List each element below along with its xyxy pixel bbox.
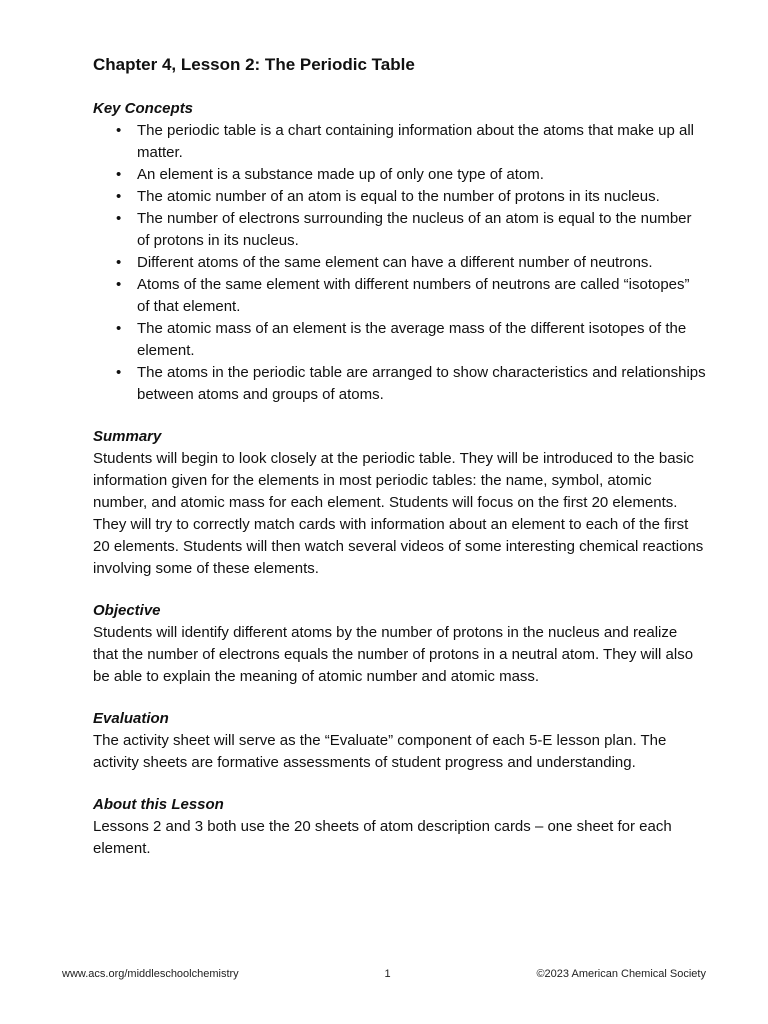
footer-url: www.acs.org/middleschoolchemistry	[62, 968, 239, 980]
list-item: • Atoms of the same element with different numbers of neutrons are called “isotopes” of that element.	[137, 274, 706, 318]
objective-section	[93, 600, 706, 688]
page-number: 1	[384, 968, 391, 980]
summary-heading: Summary	[93, 428, 162, 445]
summary-section	[93, 426, 706, 580]
key-concepts-heading: Key Concepts	[93, 100, 194, 117]
page-footer	[62, 968, 706, 980]
list-item: • Different atoms of the same element can have a different number of neutrons.	[137, 252, 706, 274]
page-title: Chapter 4, Lesson 2: The Periodic Table	[93, 55, 415, 74]
about-text: Lessons 2 and 3 both use the 20 sheets of atom description cards – one sheet for each element.	[93, 818, 672, 857]
list-item: • The atomic number of an atom is equal to the number of protons in its nucleus.	[137, 186, 706, 208]
about-section	[93, 794, 706, 860]
about-heading: About this Lesson	[93, 796, 224, 813]
footer-copyright: ©2023 American Chemical Society	[536, 968, 706, 980]
list-item: • The atomic mass of an element is the average mass of the different isotopes of the element.	[137, 318, 706, 362]
evaluation-heading: Evaluation	[93, 710, 169, 727]
objective-heading: Objective	[93, 602, 161, 619]
list-item: • The periodic table is a chart containing information about the atoms that make up all matter.	[137, 120, 706, 164]
evaluation-section	[93, 708, 706, 774]
summary-text: Students will begin to look closely at the periodic table. They will be introduced to the basic information given for the elements in most periodic tables: the name, symbol, atomic number, and atomic mass for each element. Students will focus on the first 20 elements. They will try to correctly match cards with information about an element to each of the first 20 elements. Students will then watch several videos of some interesting chemical reactions involving some of these elements.	[93, 450, 704, 577]
objective-text: Students will identify different atoms by the number of protons in the nucleus and realize that the number of electrons equals the number of protons in a neutral atom. They will also be able to explain the meaning of atomic number and atomic mass.	[93, 624, 694, 685]
list-item: • The number of electrons surrounding the nucleus of an atom is equal to the number of protons in its nucleus.	[137, 208, 706, 252]
list-item: • The atoms in the periodic table are arranged to show characteristics and relationships between atoms and groups of atoms.	[137, 362, 706, 406]
evaluation-text: The activity sheet will serve as the “Evaluate” component of each 5-E lesson plan. The activity sheets are formative assessments of student progress and understanding.	[93, 732, 667, 771]
key-concepts-list	[93, 120, 706, 406]
key-concepts-section	[93, 98, 706, 406]
list-item: • An element is a substance made up of only one type of atom.	[137, 164, 706, 186]
